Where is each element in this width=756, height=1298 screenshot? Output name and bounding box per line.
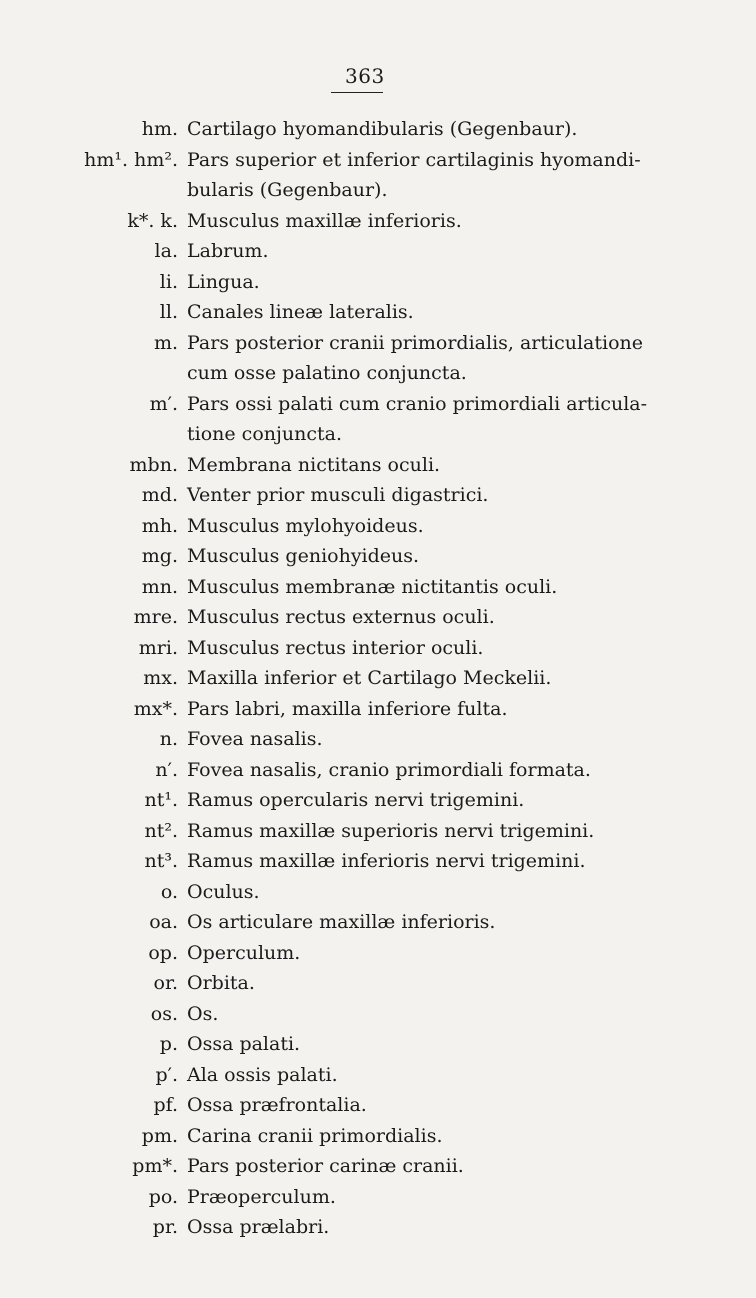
entry-abbreviation: m′. — [149, 392, 178, 415]
glossary-entry — [0, 541, 756, 572]
entry-description — [184, 938, 687, 969]
entry-abbreviation: n. — [159, 728, 178, 750]
entry-abbreviation: p. — [159, 1033, 178, 1055]
glossary-entry — [0, 1121, 756, 1152]
entry-description — [184, 724, 687, 755]
glossary-entry — [0, 1151, 756, 1182]
entry-description — [184, 572, 687, 603]
entry-description-line: Musculus geniohyideus. — [187, 545, 420, 567]
entry-abbreviation: pm*. — [132, 1155, 178, 1177]
glossary-entry — [0, 1182, 756, 1213]
entry-description — [184, 389, 687, 450]
entry-abbreviation: pf. — [153, 1094, 178, 1116]
glossary-entry — [0, 389, 756, 450]
entry-description — [184, 236, 687, 267]
entry-description — [184, 267, 687, 298]
entry-abbreviation: hm. — [141, 118, 178, 140]
entry-description-line: Fovea nasalis, cranio primordiali formata. — [187, 758, 591, 781]
entry-description — [184, 602, 687, 633]
entry-description-line: Pars superior et inferior cartilaginis hyomandi- — [187, 148, 641, 171]
glossary-entry — [0, 572, 756, 603]
entry-description — [184, 114, 687, 145]
entry-description — [184, 663, 687, 694]
entry-description-line: Fovea nasalis. — [187, 728, 323, 750]
entry-description — [184, 755, 687, 786]
entry-description — [184, 1090, 687, 1121]
entry-description-line: Præoperculum. — [187, 1185, 336, 1208]
entry-description — [184, 1121, 687, 1152]
page-number-rule — [331, 92, 383, 93]
entry-description — [184, 1212, 687, 1243]
glossary-entry — [0, 145, 756, 206]
glossary-entry — [0, 724, 756, 755]
entry-description — [184, 694, 687, 725]
entry-description — [184, 846, 687, 877]
entry-abbreviation: p′. — [155, 1063, 178, 1086]
page-number: 363 — [345, 64, 385, 88]
entry-description — [184, 206, 687, 237]
entry-description-line: Membrana nictitans oculi. — [187, 453, 441, 476]
glossary-entry — [0, 236, 756, 267]
entry-abbreviation: mbn. — [129, 453, 178, 476]
entry-description-line: Cartilago hyomandibularis (Gegenbaur). — [187, 118, 578, 140]
glossary-entry — [0, 206, 756, 237]
entry-abbreviation: po. — [148, 1185, 178, 1208]
entry-description-line: Ala ossis palati. — [187, 1063, 338, 1086]
entry-description-line: Oculus. — [187, 880, 260, 903]
entry-description-line: Os. — [187, 1002, 219, 1025]
entry-description — [184, 145, 687, 206]
entry-description — [184, 816, 687, 847]
glossary-entry — [0, 999, 756, 1030]
glossary-entry — [0, 877, 756, 908]
entry-description-line: Musculus rectus externus oculi. — [187, 606, 495, 628]
entry-abbreviation: o. — [160, 880, 178, 903]
entry-description-line: Labrum. — [187, 240, 269, 262]
entry-description-line: cum osse palatino conjuncta. — [187, 362, 467, 384]
glossary-entry — [0, 1212, 756, 1243]
entry-abbreviation: md. — [141, 484, 178, 506]
entry-description — [184, 541, 687, 572]
glossary-entry — [0, 450, 756, 481]
entry-description — [184, 1182, 687, 1213]
entry-description — [184, 968, 687, 999]
entry-description — [184, 297, 687, 328]
entry-description-line: Musculus maxillæ inferioris. — [187, 209, 462, 232]
entry-description — [184, 907, 687, 938]
entry-description — [184, 1029, 687, 1060]
glossary-entry — [0, 480, 756, 511]
entry-description-line: Carina cranii primordialis. — [187, 1124, 443, 1147]
entry-abbreviation: mn. — [141, 575, 178, 598]
glossary-entry — [0, 785, 756, 816]
entry-abbreviation: pm. — [141, 1124, 178, 1147]
glossary-entry — [0, 633, 756, 664]
entry-description-line: Ramus opercularis nervi trigemini. — [187, 789, 525, 811]
glossary-entry — [0, 1029, 756, 1060]
entry-abbreviation: mg. — [141, 545, 178, 567]
entry-description-line: tione conjuncta. — [187, 423, 342, 445]
entry-abbreviation: os. — [150, 1002, 178, 1025]
entry-description — [184, 1151, 687, 1182]
glossary-entry — [0, 1090, 756, 1121]
entry-description-line: Canales lineæ lateralis. — [187, 301, 414, 323]
entry-description-line: Ossa palati. — [187, 1033, 301, 1055]
entry-description — [184, 480, 687, 511]
entry-description-line: Lingua. — [187, 270, 260, 293]
entry-description-line: bularis (Gegenbaur). — [187, 179, 388, 201]
entry-description-line: Ramus maxillæ inferioris nervi trigemini. — [187, 850, 586, 872]
entry-description — [184, 1060, 687, 1091]
entry-description — [184, 785, 687, 816]
entry-description-line: Pars posterior cranii primordialis, articulatione — [187, 331, 644, 354]
entry-abbreviation: mx. — [143, 667, 178, 689]
entry-abbreviation: li. — [159, 270, 178, 293]
abbreviation-list — [0, 114, 756, 1243]
glossary-entry — [0, 114, 756, 145]
entry-description-line: Maxilla inferior et Cartilago Meckelii. — [187, 667, 552, 689]
entry-abbreviation: mx*. — [133, 697, 178, 720]
entry-description — [184, 328, 687, 389]
entry-abbreviation: or. — [153, 972, 178, 994]
entry-abbreviation: n′. — [155, 758, 178, 781]
entry-abbreviation: m. — [153, 331, 178, 354]
entry-description-line: Operculum. — [187, 941, 301, 964]
glossary-entry — [0, 816, 756, 847]
glossary-entry — [0, 907, 756, 938]
glossary-entry — [0, 938, 756, 969]
entry-description-line: Musculus membranæ nictitantis oculi. — [187, 575, 558, 598]
entry-abbreviation: nt². — [144, 819, 178, 842]
entry-abbreviation: op. — [148, 941, 178, 964]
glossary-entry — [0, 846, 756, 877]
entry-description-line: Pars labri, maxilla inferiore fulta. — [187, 697, 508, 720]
glossary-entry — [0, 694, 756, 725]
glossary-entry — [0, 511, 756, 542]
entry-abbreviation: nt¹. — [144, 789, 178, 811]
entry-description-line: Venter prior musculi digastrici. — [187, 484, 489, 506]
entry-description-line: Pars posterior carinæ cranii. — [187, 1155, 464, 1177]
glossary-entry — [0, 602, 756, 633]
entry-description-line: Ossa prælabri. — [187, 1216, 330, 1238]
entry-description-line: Ramus maxillæ superioris nervi trigemini. — [187, 819, 595, 842]
glossary-entry — [0, 968, 756, 999]
entry-abbreviation: mri. — [138, 636, 178, 659]
glossary-entry — [0, 328, 756, 389]
entry-abbreviation: nt³. — [144, 850, 178, 872]
entry-abbreviation: ll. — [159, 301, 178, 323]
entry-abbreviation: mh. — [141, 514, 178, 537]
entry-abbreviation: hm¹. hm². — [84, 148, 178, 171]
entry-description — [184, 877, 687, 908]
glossary-entry — [0, 267, 756, 298]
glossary-entry — [0, 755, 756, 786]
glossary-entry — [0, 297, 756, 328]
entry-description-line: Os articulare maxillæ inferioris. — [187, 911, 496, 933]
entry-description-line: Pars ossi palati cum cranio primordiali articula- — [187, 392, 648, 415]
entry-abbreviation: oa. — [149, 911, 178, 933]
glossary-entry — [0, 1060, 756, 1091]
entry-description-line: Musculus mylohyoideus. — [187, 514, 424, 537]
entry-description — [184, 999, 687, 1030]
entry-description — [184, 633, 687, 664]
entry-abbreviation: pr. — [152, 1216, 178, 1238]
glossary-entry — [0, 663, 756, 694]
entry-description-line: Ossa præfrontalia. — [187, 1094, 367, 1116]
entry-abbreviation: k*. k. — [127, 209, 178, 232]
entry-description — [184, 511, 687, 542]
entry-abbreviation: mre. — [133, 606, 178, 628]
entry-abbreviation: la. — [154, 240, 178, 262]
entry-description-line: Orbita. — [187, 972, 255, 994]
entry-description — [184, 450, 687, 481]
entry-description-line: Musculus rectus interior oculi. — [187, 636, 484, 659]
